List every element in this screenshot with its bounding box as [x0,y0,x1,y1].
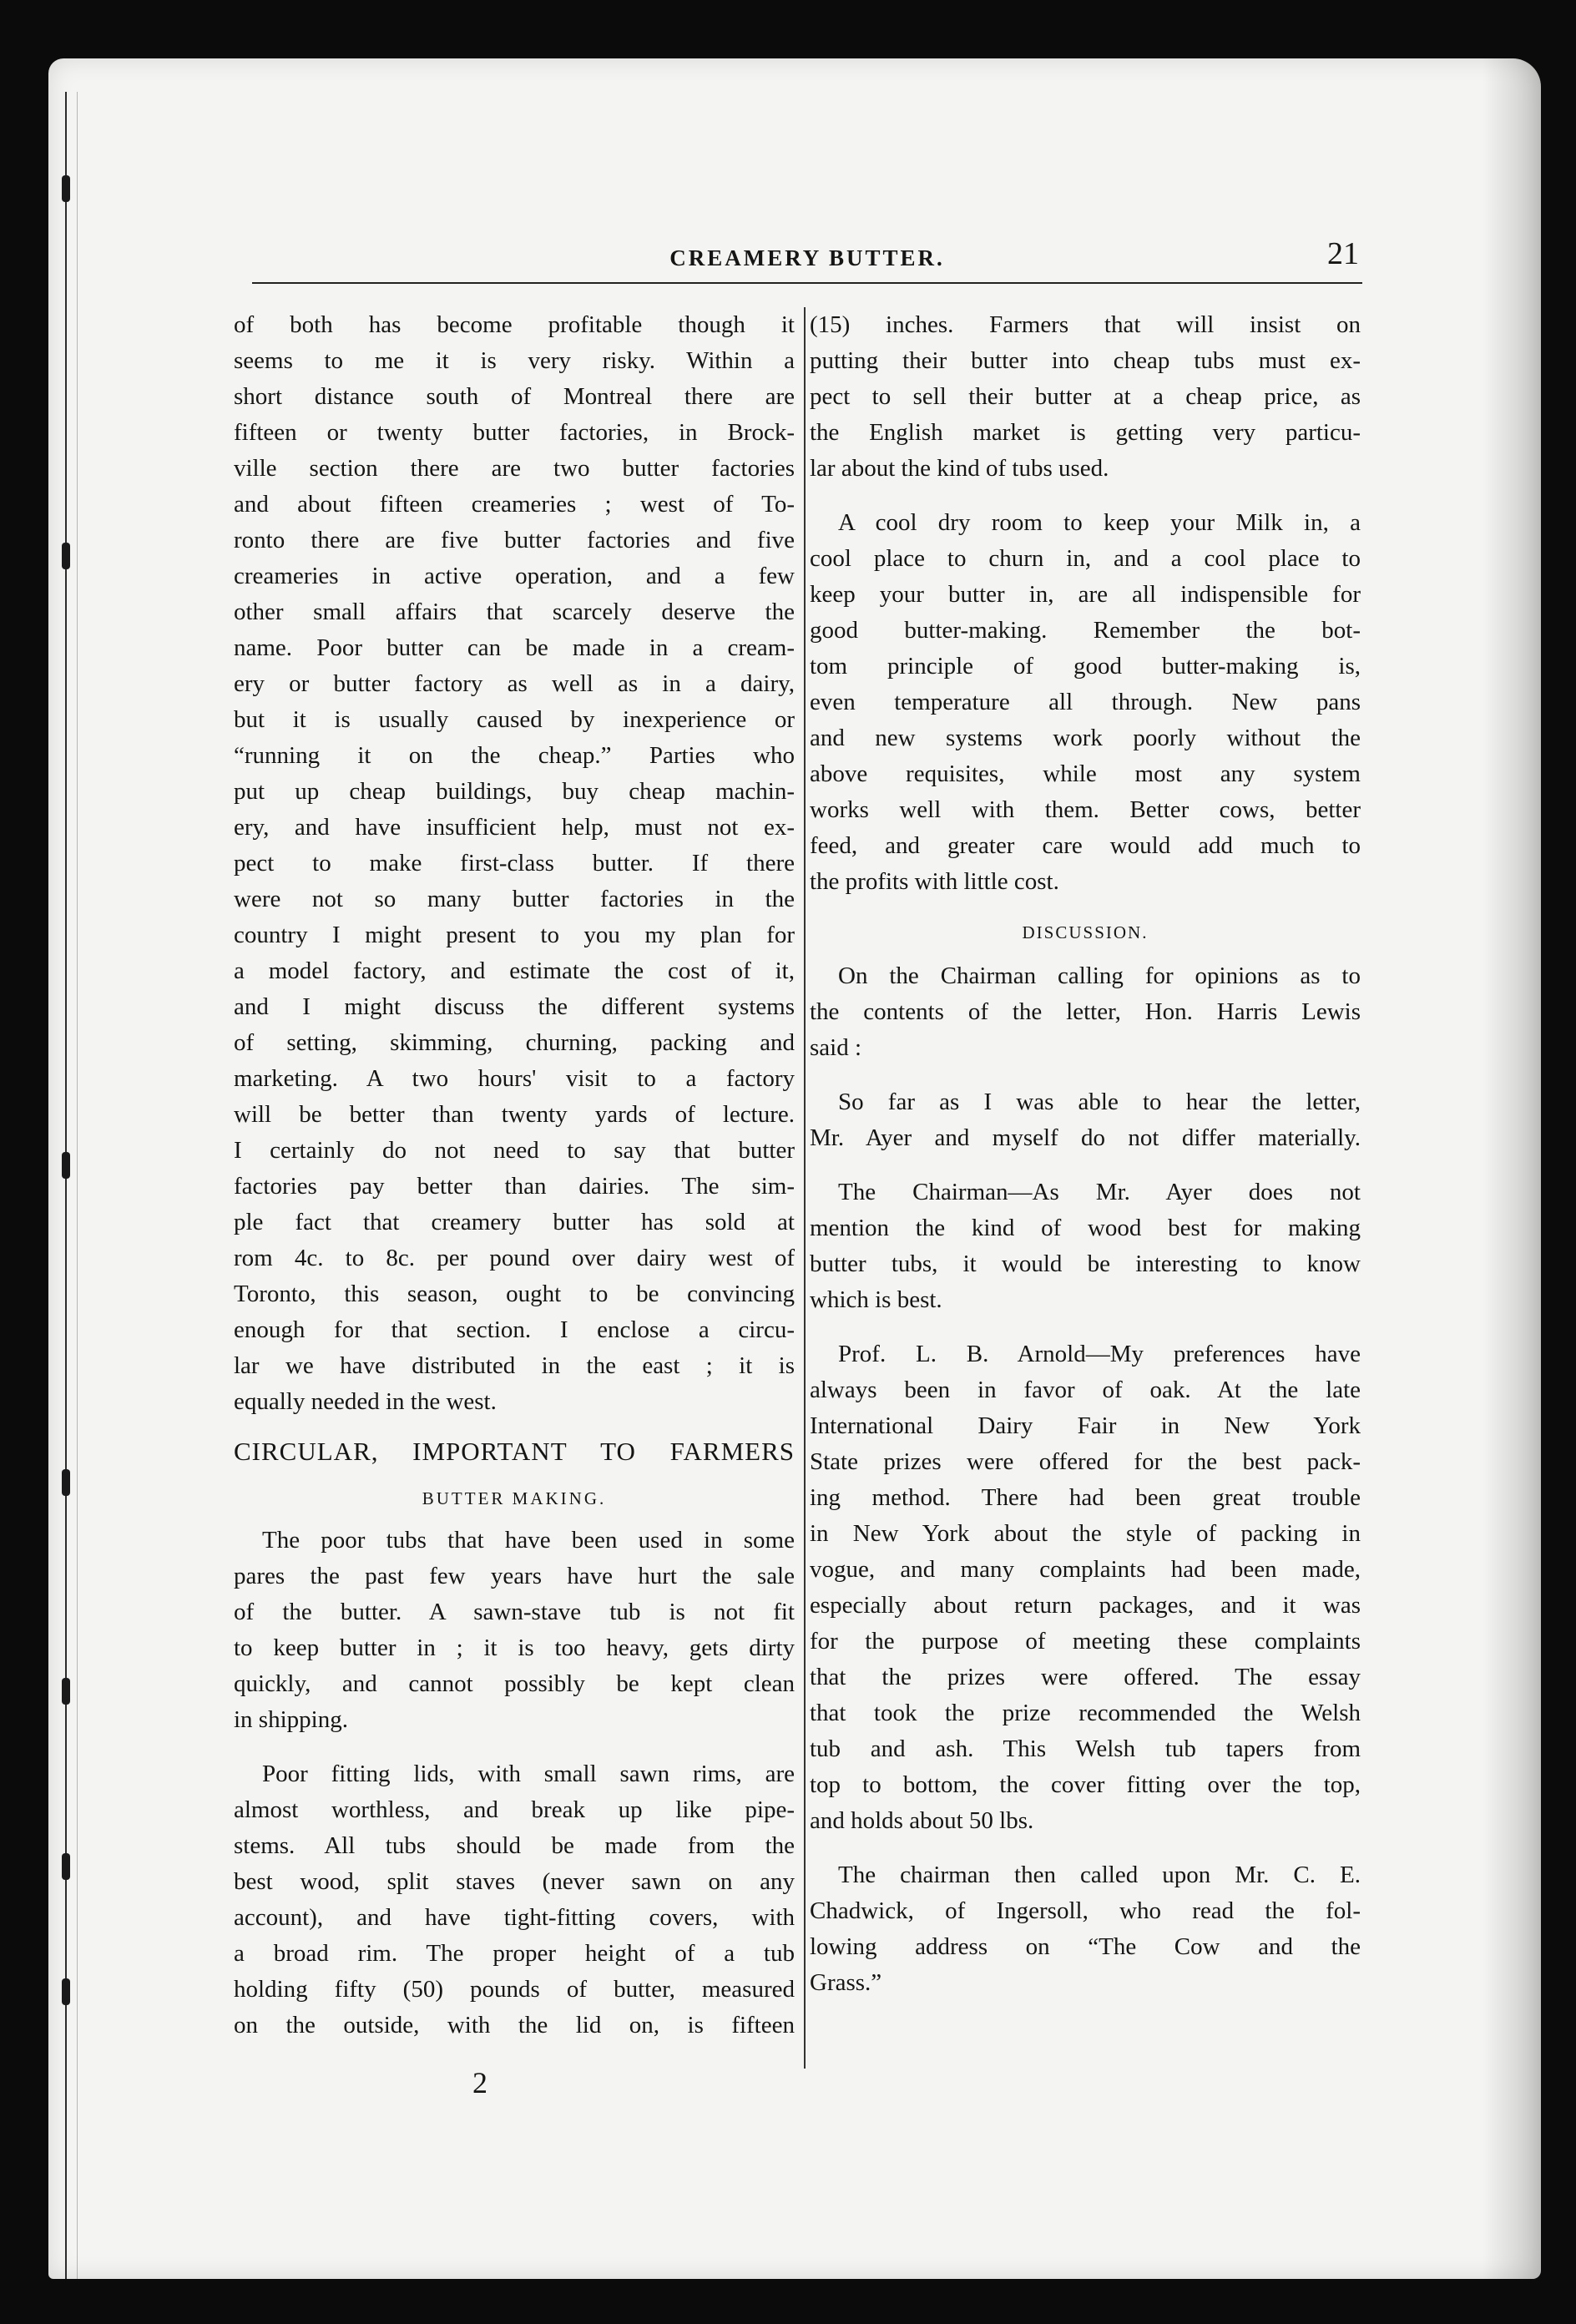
text-line: Toronto, this season, ought to be convincing [234,1281,795,1307]
text-line: and I might discuss the different systems [234,993,795,1020]
running-title: CREAMERY BUTTER. [669,245,945,270]
text-line: The Chairman—As Mr. Ayer does not [838,1179,1361,1205]
text-line: ing method. There had been great trouble [810,1484,1361,1511]
text-line: a broad rim. The proper height of a tub [234,1940,795,1967]
text-line: the contents of the letter, Hon. Harris Lewis [810,998,1361,1025]
text-line: and new systems work poorly without the [810,725,1361,751]
text-line: factories pay better than dairies. The sim- [234,1173,795,1200]
text-line: country I might present to you my plan for [234,922,795,948]
text-line: equally needed in the west. [234,1388,497,1415]
binding-edge [65,92,78,2279]
text-line: ery or butter factory as well as in a dairy, [234,670,795,697]
text-line: “running it on the cheap.” Parties who [234,742,795,769]
text-line: tom principle of good butter-making is, [810,653,1361,680]
text-line: seems to me it is very risky. Within a [234,347,795,374]
page-edge-shadow [1483,58,1541,2279]
text-line: always been in favor of oak. At the late [810,1377,1361,1403]
text-line: lowing address on “The Cow and the [810,1933,1361,1960]
text-line: Chadwick, of Ingersoll, who read the fol- [810,1897,1361,1924]
text-line: that the prizes were offered. The essay [810,1664,1361,1690]
text-line: butter tubs, it would be interesting to know [810,1250,1361,1277]
text-line: will be better than twenty yards of lecture. [234,1101,795,1128]
text-line: International Dairy Fair in New York [810,1412,1361,1439]
text-line: that took the prize recommended the Welsh [810,1700,1361,1726]
text-line: putting their butter into cheap tubs must ex- [810,347,1361,374]
text-line: in New York about the style of packing in [810,1520,1361,1547]
text-line: short distance south of Montreal there are [234,383,795,410]
text-line: even temperature all through. New pans [810,689,1361,715]
text-line: vogue, and many complaints had been made, [810,1556,1361,1583]
text-line: name. Poor butter can be made in a cream- [234,634,795,661]
text-line: On the Chairman calling for opinions as to [838,962,1361,989]
binding-stitch [62,1152,70,1179]
text-line: to keep butter in ; it is too heavy, gets dirty [234,1634,795,1661]
text-line: ple fact that creamery butter has sold at [234,1209,795,1235]
text-line: and about fifteen creameries ; west of To- [234,491,795,518]
butter-making-subheading: BUTTER MAKING. [422,1488,607,1508]
text-line: lar we have distributed in the east ; it is [234,1352,795,1379]
text-line: put up cheap buildings, buy cheap machin- [234,778,795,805]
page-number: 21 [1327,236,1359,271]
text-line: above requisites, while most any system [810,760,1361,787]
text-line: a model factory, and estimate the cost of it, [234,957,795,984]
text-line: best wood, split staves (never sawn on any [234,1868,795,1895]
text-line: I certainly do not need to say that butter [234,1137,795,1164]
text-line: The poor tubs that have been used in some [262,1527,795,1554]
discussion-heading: DISCUSSION. [1022,922,1149,942]
binding-stitch [62,1978,70,2005]
text-line: stems. All tubs should be made from the [234,1832,795,1859]
text-line: were not so many butter factories in the [234,886,795,912]
text-line: in shipping. [234,1706,348,1733]
right-column [810,307,1361,2001]
circular-heading: CIRCULAR, IMPORTANT TO FARMERS [234,1437,795,1466]
text-line: quickly, and cannot possibly be kept clean [234,1670,795,1697]
binding-stitch [62,1678,70,1705]
text-line: ronto there are five butter factories and five [234,527,795,553]
text-line: rom 4c. to 8c. per pound over dairy west of [234,1245,795,1271]
text-line: other small affairs that scarcely deserve the [234,599,795,625]
binding-stitch [62,1853,70,1880]
text-line: especially about return packages, and it was [810,1592,1361,1619]
text-line: the profits with little cost. [810,868,1059,895]
binding-stitch [62,543,70,569]
text-line: almost worthless, and break up like pipe- [234,1796,795,1823]
column-rule [804,307,806,2069]
text-line: holding fifty (50) pounds of butter, measured [234,1976,795,2003]
text-line: said : [810,1034,862,1061]
binding-stitch [62,175,70,202]
text-line: mention the kind of wood best for making [810,1215,1361,1241]
text-line: pect to make first-class butter. If there [234,850,795,877]
text-line: pares the past few years have hurt the sale [234,1563,795,1589]
text-line: Poor fitting lids, with small sawn rims, are [262,1761,795,1787]
text-line: So far as I was able to hear the letter, [838,1089,1361,1115]
text-line: good butter-making. Remember the bot- [810,617,1361,644]
text-line: keep your butter in, are all indispensible for [810,581,1361,608]
text-line: on the outside, with the lid on, is fifteen [234,2012,795,2039]
left-column [234,307,795,2044]
text-line: cool place to churn in, and a cool place to [810,545,1361,572]
text-line: ery, and have insufficient help, must not ex- [234,814,795,841]
text-line: of the butter. A sawn-stave tub is not fit [234,1599,795,1625]
text-line: feed, and greater care would add much to [810,832,1361,859]
text-line: The chairman then called upon Mr. C. E. [838,1862,1361,1888]
text-line: top to bottom, the cover fitting over the top, [810,1771,1361,1798]
text-line: of setting, skimming, churning, packing and [234,1029,795,1056]
text-line: enough for that section. I enclose a circu- [234,1316,795,1343]
text-line: and holds about 50 lbs. [810,1807,1034,1834]
text-line: the English market is getting very particu- [810,419,1361,446]
text-line: ville section there are two butter factories [234,455,795,482]
text-line: Grass.” [810,1969,882,1996]
signature-mark: 2 [472,2066,487,2099]
text-line: which is best. [810,1286,942,1313]
text-line: Mr. Ayer and myself do not differ materially. [810,1124,1361,1151]
text-line: for the purpose of meeting these complaints [810,1628,1361,1655]
text-line: lar about the kind of tubs used. [810,455,1109,482]
text-line: tub and ash. This Welsh tub tapers from [810,1735,1361,1762]
page-header [252,235,1362,284]
text-line: Prof. L. B. Arnold—My preferences have [838,1341,1361,1367]
text-line: A cool dry room to keep your Milk in, a [838,509,1361,536]
binding-stitch [62,1469,70,1496]
text-line: marketing. A two hours' visit to a factory [234,1065,795,1092]
text-line: fifteen or twenty butter factories, in Brock- [234,419,795,446]
text-line: pect to sell their butter at a cheap price, as [810,383,1361,410]
text-line: (15) inches. Farmers that will insist on [810,311,1361,338]
text-line: creameries in active operation, and a few [234,563,795,589]
text-line: works well with them. Better cows, better [810,796,1361,823]
text-line: of both has become profitable though it [234,311,795,338]
text-line: account), and have tight-fitting covers, with [234,1904,795,1931]
text-line: but it is usually caused by inexperience or [234,706,795,733]
text-line: State prizes were offered for the best pack- [810,1448,1361,1475]
